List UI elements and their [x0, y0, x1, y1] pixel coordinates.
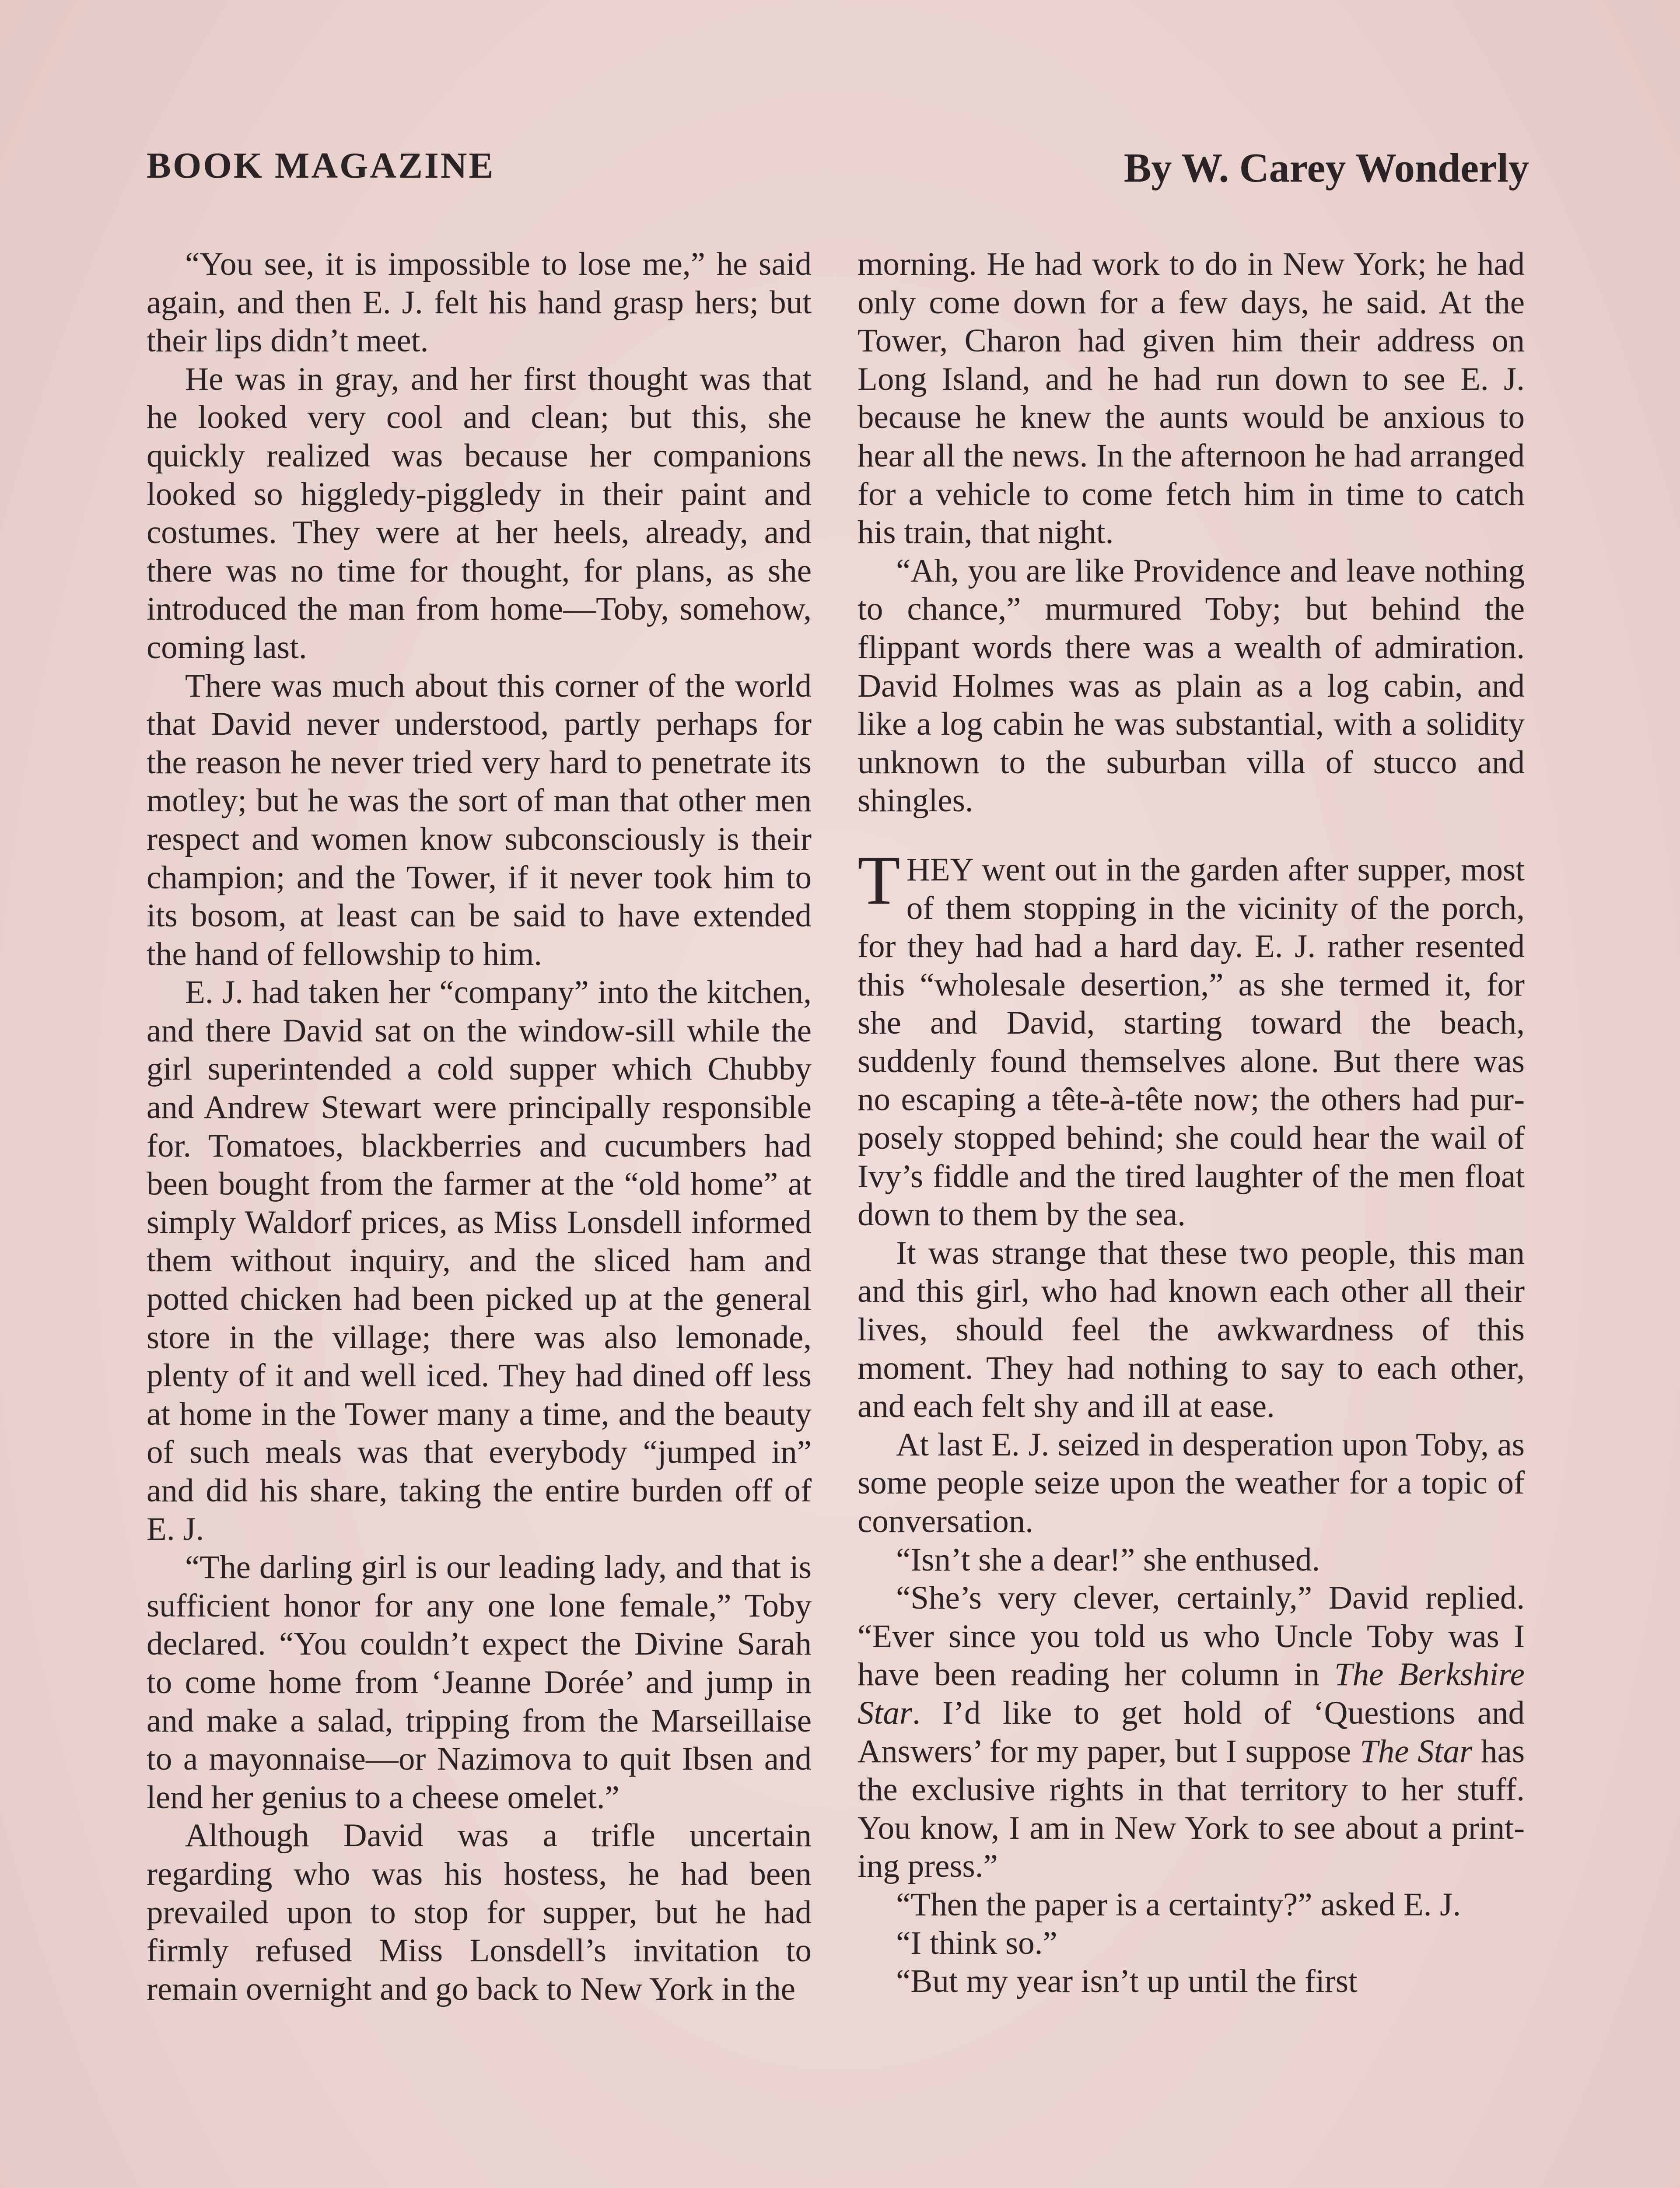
paragraph: “Isn’t she a dear!” she enthused. — [896, 1541, 1320, 1578]
paragraph: Although David was a trifle uncertain regarding who was his hostess, he had been prevailed upon to stop for supper, but he had firmly refused Miss Lonsdell’s invitation to remain overnight and go back to New York in the — [147, 1817, 812, 2007]
paragraph: E. J. had taken her “company” into the kitchen, and there David sat on the window-sill while the girl superintended a cold supper which Chubby and Andrew Stewart were principally responsible for. Tomatoes, blackberries and cucumbers had been bought from the farmer at the “old home” at simply Waldorf prices, as Miss Lonsdell informed them without inquiry, and the sliced ham and potted chicken had been picked up at the general store in the village; there was also lemonade, plenty of it and well iced. They had dined off less at home in the Tower many a time, and the beauty of such meals was that everybody “jumped in” and did his share, taking the entire burden off of E. J. — [147, 974, 812, 1547]
paragraph: “But my year isn’t up until the first — [896, 1963, 1358, 2000]
text-column-left — [147, 245, 812, 2008]
paragraph: It was strange that these two people, this man and this girl, who had known each other all their lives, should feel the awkwardness of this moment. They had nothing to say to each other, and each felt shy and ill at ease. — [858, 1234, 1525, 1425]
paragraph: “You see, it is impossible to lose me,” he said again, and then E. J. felt his hand grasp hers; but their lips didn’t meet. — [147, 246, 812, 359]
paragraph: “Ah, you are like Providence and leave nothing to chance,” murmured Toby; but behind the flippant words there was a wealth of admiration. David Holmes was as plain as a log cabin, and like a log cabin he was substantial, with a solidity unknown to the suburban villa of stucco and shingles. — [858, 552, 1525, 819]
author-byline: By W. Carey Wonderly — [1124, 145, 1529, 191]
running-header — [147, 144, 1529, 197]
paragraph: There was much about this corner of the world that David never understood, partly perhaps for the reason he never tried very hard to penetrate its motley; but he was the sort of man that other men respect and women know subconsciously is their champion; and the Tower, if it never took him to its bosom, at least can be said to have extended the hand of fellowship to him. — [147, 667, 812, 972]
newspaper-title: The Berkshire Star — [858, 1656, 1525, 1731]
drop-cap: T — [858, 841, 900, 919]
newspaper-title: The Star — [1360, 1733, 1473, 1770]
magazine-title: BOOK MAGAZINE — [147, 145, 495, 186]
paragraph — [858, 1579, 1525, 1886]
paragraph-text: has the exclusive rights in that territory to her stuff. You know, I am in New York to see about a printing press.” — [858, 1733, 1525, 1885]
paragraph: “Then the paper is a certainty?” asked E. J. — [896, 1886, 1461, 1923]
paragraph-text: HEY went out in the garden after supper, most of them stopping in the vicinity of the porch, for they had had a hard day. E. J. rather resented this “wholesale desertion,” as she termed it, for she and David, starting toward the beach, suddenly found themselves alone. But there was no escaping a tête-à-tête now; the others had purposely stopped behind; she could hear the wail of Ivy’s fiddle and the tired laughter of the men float down to them by the sea. — [858, 851, 1525, 1233]
text-column-right — [858, 245, 1525, 2001]
paragraph: He was in gray, and her first thought was that he looked very cool and clean; but this, she quickly realized was because her companions looked so higgledy-piggledy in their paint and costumes. They were at her heels, already, and there was no time for thought, for plans, as she introduced the man from home—Toby, somehow, coming last. — [147, 361, 812, 666]
paragraph: morning. He had work to do in New York; he had only come down for a few days, he said. At the Tower, Charon had given him their address on Long Island, and he had run down to see E. J. because he knew the aunts would be anxious to hear all the news. In the afternoon he had arranged for a vehicle to come fetch him in time to catch his train, that night. — [858, 246, 1525, 551]
paragraph: “The darling girl is our leading lady, and that is sufficient honor for any one lone female,” Toby declared. “You couldn’t expect the Divine Sarah to come home from ‘Jeanne Dorée’ and jump in and make a salad, tripping from the Marseillaise to a mayonnaise—or Nazimova to quit Ibsen and lend her genius to a cheese omelet.” — [147, 1549, 812, 1816]
paragraph: “I think so.” — [896, 1925, 1057, 1961]
paragraph: At last E. J. seized in desperation upon Toby, as some people seize upon the weather for a topic of conversation. — [858, 1426, 1525, 1539]
paragraph-text: . I’d like to get hold of ‘Questions and Answers’ for my paper, but I suppose — [858, 1694, 1525, 1770]
section-opening-paragraph — [858, 841, 1525, 1234]
paragraph-text: “She’s very clever, certainly,” David replied. “Ever since you told us who Uncle Toby was I have been reading her column in — [858, 1580, 1525, 1693]
